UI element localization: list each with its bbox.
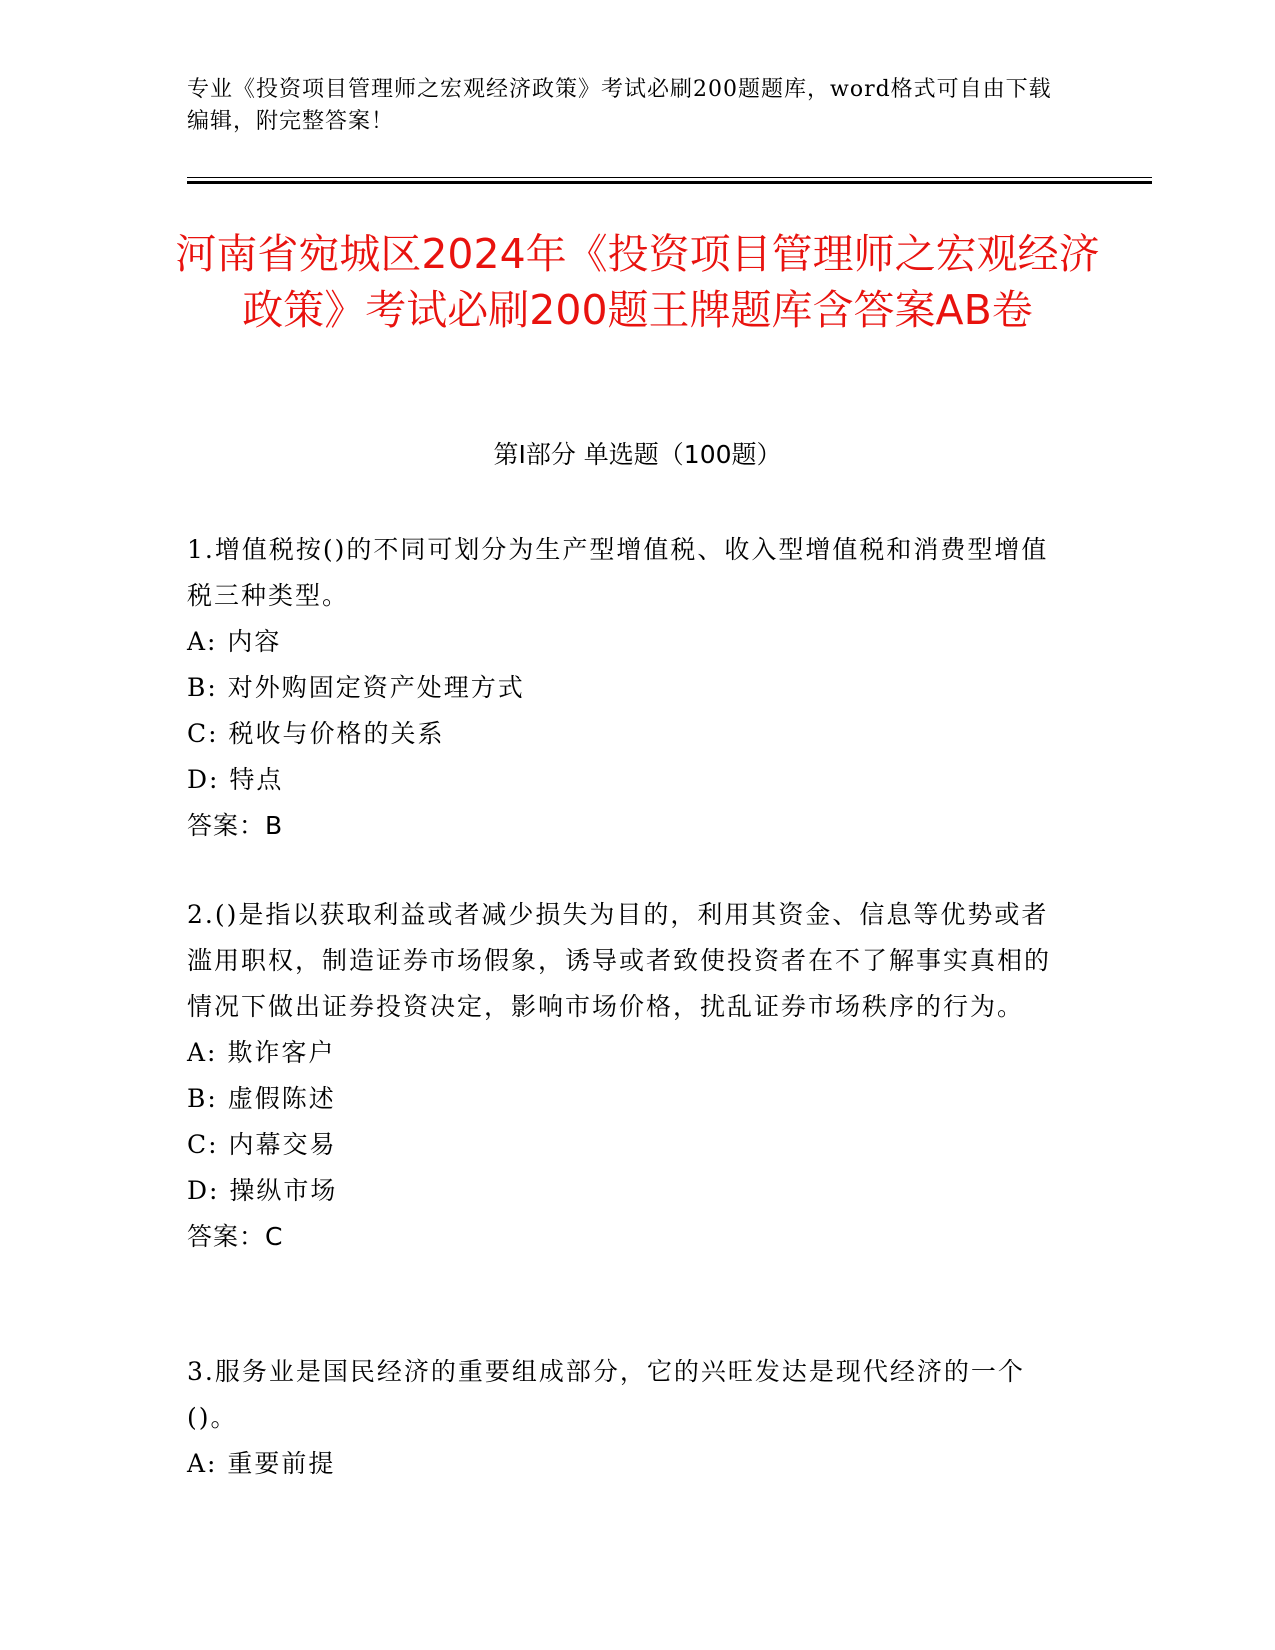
question-block [187, 1349, 1067, 1487]
section-heading: 第I部分 单选题（100题） [493, 440, 782, 469]
answer: 答案：B [187, 811, 284, 840]
option-d: D: 操纵市场 [187, 1176, 338, 1205]
question-text: 2.()是指以获取利益或者减少损失为目的，利用其资金、信息等优势或者滥用职权，制造证券市场假象，诱导或者致使投资者在不了解事实真相的情况下做出证券投资决定，影响市场价格，扰乱证券市场秩序的行为。 [187, 900, 1052, 1021]
option-d: D: 特点 [187, 765, 284, 794]
header-note: 专业《投资项目管理师之宏观经济政策》考试必刷200题题库，word格式可自由下载编辑，附完整答案！ [187, 77, 1052, 134]
option-c: C: 税收与价格的关系 [187, 719, 445, 748]
question-text: 1.增值税按()的不同可划分为生产型增值税、收入型增值税和消费型增值税三种类型。 [187, 535, 1049, 610]
option-a: A: 欺诈客户 [187, 1038, 336, 1067]
option-b: B: 对外购固定资产处理方式 [187, 673, 525, 702]
question-block [187, 892, 1067, 1260]
question-block [187, 527, 1067, 849]
option-c: C: 内幕交易 [187, 1130, 337, 1159]
option-b: B: 虚假陈述 [187, 1084, 336, 1113]
answer: 答案：C [187, 1222, 284, 1251]
header-rule-thin [187, 177, 1152, 178]
option-a: A: 重要前提 [187, 1449, 336, 1478]
header-rule-thick [187, 181, 1152, 184]
option-a: A: 内容 [187, 627, 282, 656]
question-text: 3.服务业是国民经济的重要组成部分，它的兴旺发达是现代经济的一个()。 [187, 1357, 1025, 1432]
document-title: 河南省宛城区2024年《投资项目管理师之宏观经济政策》考试必刷200题王牌题库含答案AB卷 [175, 230, 1100, 334]
